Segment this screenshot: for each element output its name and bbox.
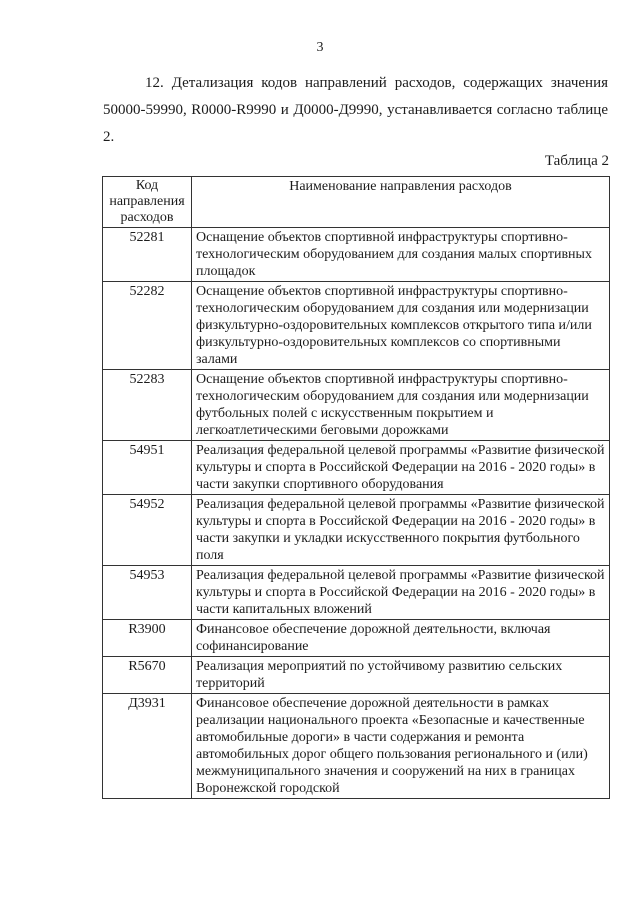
table-row	[103, 370, 610, 441]
page-number: 3	[316, 40, 324, 55]
row-name: Реализация федеральной целевой программы «Развитие физической культуры и спорта в Российской Федерации на 2016 - 2020 годы» в части закупки спортивного оборудования	[192, 441, 610, 495]
row-name: Финансовое обеспечение дорожной деятельности, включая софинансирование	[192, 620, 610, 657]
table-row	[103, 495, 610, 566]
header-name: Наименование направления расходов	[192, 177, 610, 228]
row-name: Финансовое обеспечение дорожной деятельности в рамках реализации национального проекта «Безопасные и качественные автомобильные дороги» в части содержания и ремонта автомобильных дорог общего пользования регионального и (или) межмуниципального значения и сооружений на них в границах Воронежской городской	[192, 694, 610, 799]
row-name: Оснащение объектов спортивной инфраструктуры спортивно-технологическим оборудованием для создания или модернизации физкультурно-оздоровительных комплексов открытого типа и/или физкультурно-оздоровительных комплексов со спортивными залами	[192, 282, 610, 370]
row-code: R5670	[103, 657, 192, 694]
header-code: Код направления расходов	[103, 177, 192, 228]
expense-codes-table	[102, 176, 610, 799]
row-code: 52283	[103, 370, 192, 441]
table-row	[103, 282, 610, 370]
intro-paragraph: 12. Детализация кодов направлений расходов, содержащих значения 50000-59990, R0000-R9990 и Д0000-Д9990, устанавливается согласно таблице 2.	[103, 75, 608, 145]
row-code: 52281	[103, 228, 192, 282]
table-row	[103, 566, 610, 620]
table-header-row	[103, 177, 610, 228]
table-row	[103, 620, 610, 657]
row-code: R3900	[103, 620, 192, 657]
row-code: 54951	[103, 441, 192, 495]
row-name: Реализация федеральной целевой программы «Развитие физической культуры и спорта в Российской Федерации на 2016 - 2020 годы» в части капитальных вложений	[192, 566, 610, 620]
row-code: 54952	[103, 495, 192, 566]
row-code: Д3931	[103, 694, 192, 799]
table-row	[103, 694, 610, 799]
table-caption: Таблица 2	[544, 153, 609, 169]
table-row	[103, 228, 610, 282]
row-code: 52282	[103, 282, 192, 370]
table-row	[103, 657, 610, 694]
row-name: Реализация федеральной целевой программы «Развитие физической культуры и спорта в Российской Федерации на 2016 - 2020 годы» в части закупки и укладки искусственного покрытия футбольного поля	[192, 495, 610, 566]
row-name: Оснащение объектов спортивной инфраструктуры спортивно-технологическим оборудованием для создания или модернизации футбольных полей с искусственным покрытием и легкоатлетическими беговыми дорожками	[192, 370, 610, 441]
table-row	[103, 441, 610, 495]
row-name: Оснащение объектов спортивной инфраструктуры спортивно-технологическим оборудованием для создания малых спортивных площадок	[192, 228, 610, 282]
row-name: Реализация мероприятий по устойчивому развитию сельских территорий	[192, 657, 610, 694]
row-code: 54953	[103, 566, 192, 620]
